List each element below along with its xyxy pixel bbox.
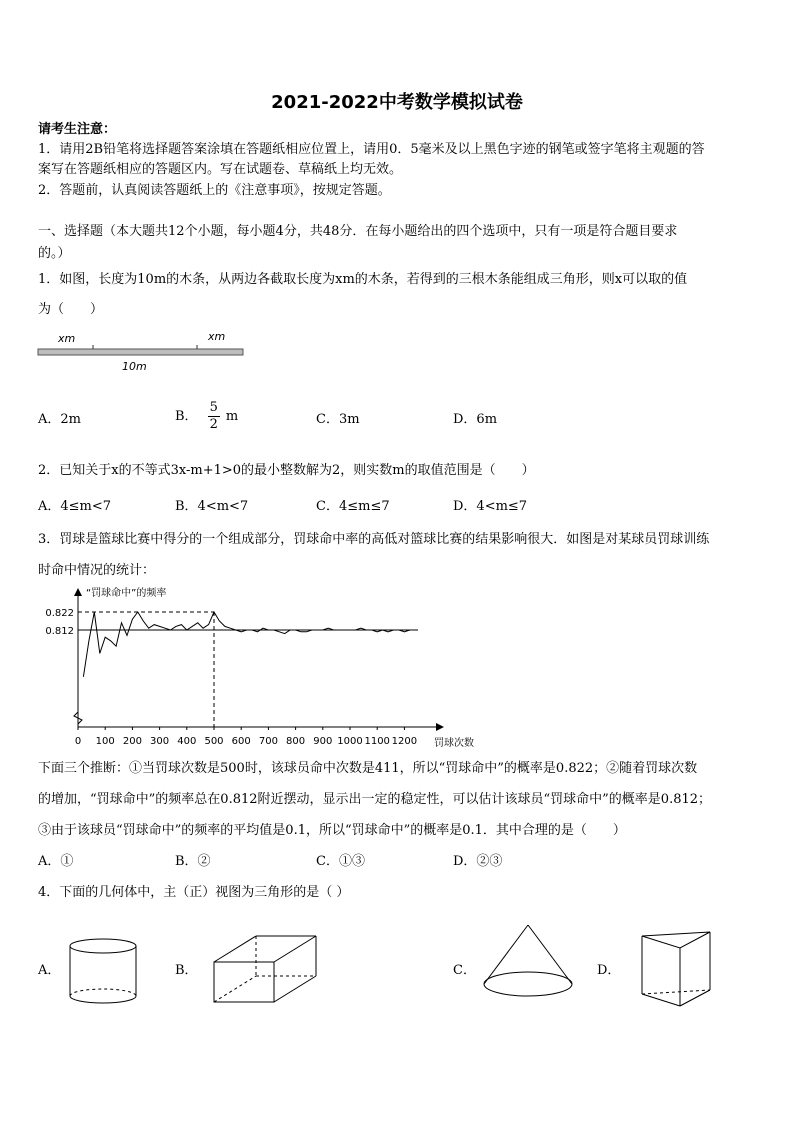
x-axis-label: 罚球次数 xyxy=(434,738,474,749)
q2-stem: 2．已知关于x的不等式3x-m+1>0的最小整数解为2，则实数m的取值范围是（ ） xyxy=(38,463,535,478)
fraction-denominator: 2 xyxy=(209,417,218,432)
cuboid-icon xyxy=(210,932,322,1006)
q1-wood-figure xyxy=(36,328,251,378)
q4-option-c-label: C． xyxy=(453,963,476,978)
q1-stem-line-1: 1．如图，长度为10m的木条，从两边各截取长度为xm的木条，若得到的三根木条能组成三角形，则x可以取的值 xyxy=(38,272,688,287)
q4-option-d-label: D． xyxy=(597,963,621,978)
q2-option-d: D．4<m≤7 xyxy=(453,499,528,514)
q3-option-c: C．①③ xyxy=(316,854,365,869)
q3-inference-line-3: ③由于该球员“罚球命中”的频率的平均值是0.1，所以“罚球命中”的概率是0.1．其中合理的是（ ） xyxy=(38,823,626,838)
x-tick-label: 1200 xyxy=(391,736,418,747)
q1-stem-line-2: 为（ ） xyxy=(38,302,104,317)
notice-line-1b: 案写在答题纸相应的答题区内。写在试题卷、草稿纸上均无效。 xyxy=(38,162,403,177)
q1-option-a: A．2m xyxy=(38,412,81,427)
y-tick-label: 0.812 xyxy=(45,626,74,637)
x-tick-label: 500 xyxy=(204,736,224,747)
x-tick-label: 300 xyxy=(150,736,170,747)
q1-option-b xyxy=(175,400,238,433)
x-tick-label: 0 xyxy=(74,736,82,747)
y-axis-label: “罚球命中”的频率 xyxy=(86,588,167,599)
x-tick-label: 800 xyxy=(286,736,306,747)
chart-axes xyxy=(74,586,474,749)
wood-strip xyxy=(38,349,243,355)
section-heading-line-1: 一、选择题（本大题共12个小题，每小题4分，共48分．在每小题给出的四个选项中，只有一项是符合题目要求 xyxy=(38,224,678,239)
notice-heading: 请考生注意： xyxy=(38,122,117,137)
series-line-frequency xyxy=(83,612,415,677)
x-tick-label: 1100 xyxy=(364,736,390,747)
triangular-prism-icon xyxy=(636,928,718,1012)
fig-label-bottom: 10m xyxy=(122,360,147,373)
q1-option-d: D．6m xyxy=(453,412,498,427)
q3-stem-line-1: 3．罚球是篮球比赛中得分的一个组成部分，罚球命中率的高低对篮球比赛的结果影响很大．如图是对某球员罚球训练 xyxy=(38,532,710,547)
fig-label-left: xm xyxy=(58,332,76,345)
q1-option-c: C．3m xyxy=(316,412,360,427)
x-tick-label: 100 xyxy=(95,736,115,747)
q3-stem-line-2: 时命中情况的统计： xyxy=(38,563,156,578)
q1-option-b-prefix: B． xyxy=(175,408,198,424)
q3-option-b: B．② xyxy=(175,854,211,869)
cylinder-icon xyxy=(66,936,140,1008)
q4-option-b-label: B． xyxy=(175,963,198,978)
q1-option-b-fraction xyxy=(208,400,220,433)
x-tick-label: 900 xyxy=(313,736,333,747)
q3-option-d: D．②③ xyxy=(453,854,503,869)
q3-frequency-chart xyxy=(30,584,500,752)
q4-stem: 4．下面的几何体中，主（正）视图为三角形的是（ ） xyxy=(38,885,350,900)
notice-line-1a: 1．请用2B铅笔将选择题答案涂填在答题纸相应位置上，请用0．5毫米及以上黑色字迹的钢笔或签字笔将主观题的答 xyxy=(38,142,705,157)
q3-inference-line-1: 下面三个推断：①当罚球次数是500时，该球员命中次数是411，所以“罚球命中”的概率是0.822；②随着罚球次数 xyxy=(38,761,698,776)
q1-option-b-unit: m xyxy=(225,408,239,424)
q3-inference-line-2: 的增加，“罚球命中”的频率总在0.812附近摆动，显示出一定的稳定性，可以估计该球员“罚球命中”的概率是0.812； xyxy=(38,792,712,807)
x-tick-label: 700 xyxy=(258,736,278,747)
q2-option-b: B．4<m<7 xyxy=(175,499,249,514)
fig-label-right: xm xyxy=(208,330,226,343)
fraction-numerator: 5 xyxy=(209,400,218,415)
q2-option-c: C．4≤m≤7 xyxy=(316,499,390,514)
cone-icon xyxy=(480,922,576,1000)
section-heading-line-2: 的。） xyxy=(38,246,71,261)
chart-series xyxy=(83,612,415,677)
page-title: 2021-2022中考数学模拟试卷 xyxy=(271,92,523,113)
y-tick-label: 0.822 xyxy=(45,608,74,619)
x-tick-label: 1000 xyxy=(337,736,363,747)
q4-option-a-label: A． xyxy=(38,963,61,978)
q2-option-a: A．4≤m<7 xyxy=(38,499,112,514)
notice-line-2: 2．答题前，认真阅读答题纸上的《注意事项》，按规定答题。 xyxy=(38,183,391,198)
x-tick-label: 600 xyxy=(231,736,251,747)
x-tick-label: 200 xyxy=(122,736,142,747)
x-tick-label: 400 xyxy=(177,736,197,747)
q3-option-a: A．① xyxy=(38,854,74,869)
